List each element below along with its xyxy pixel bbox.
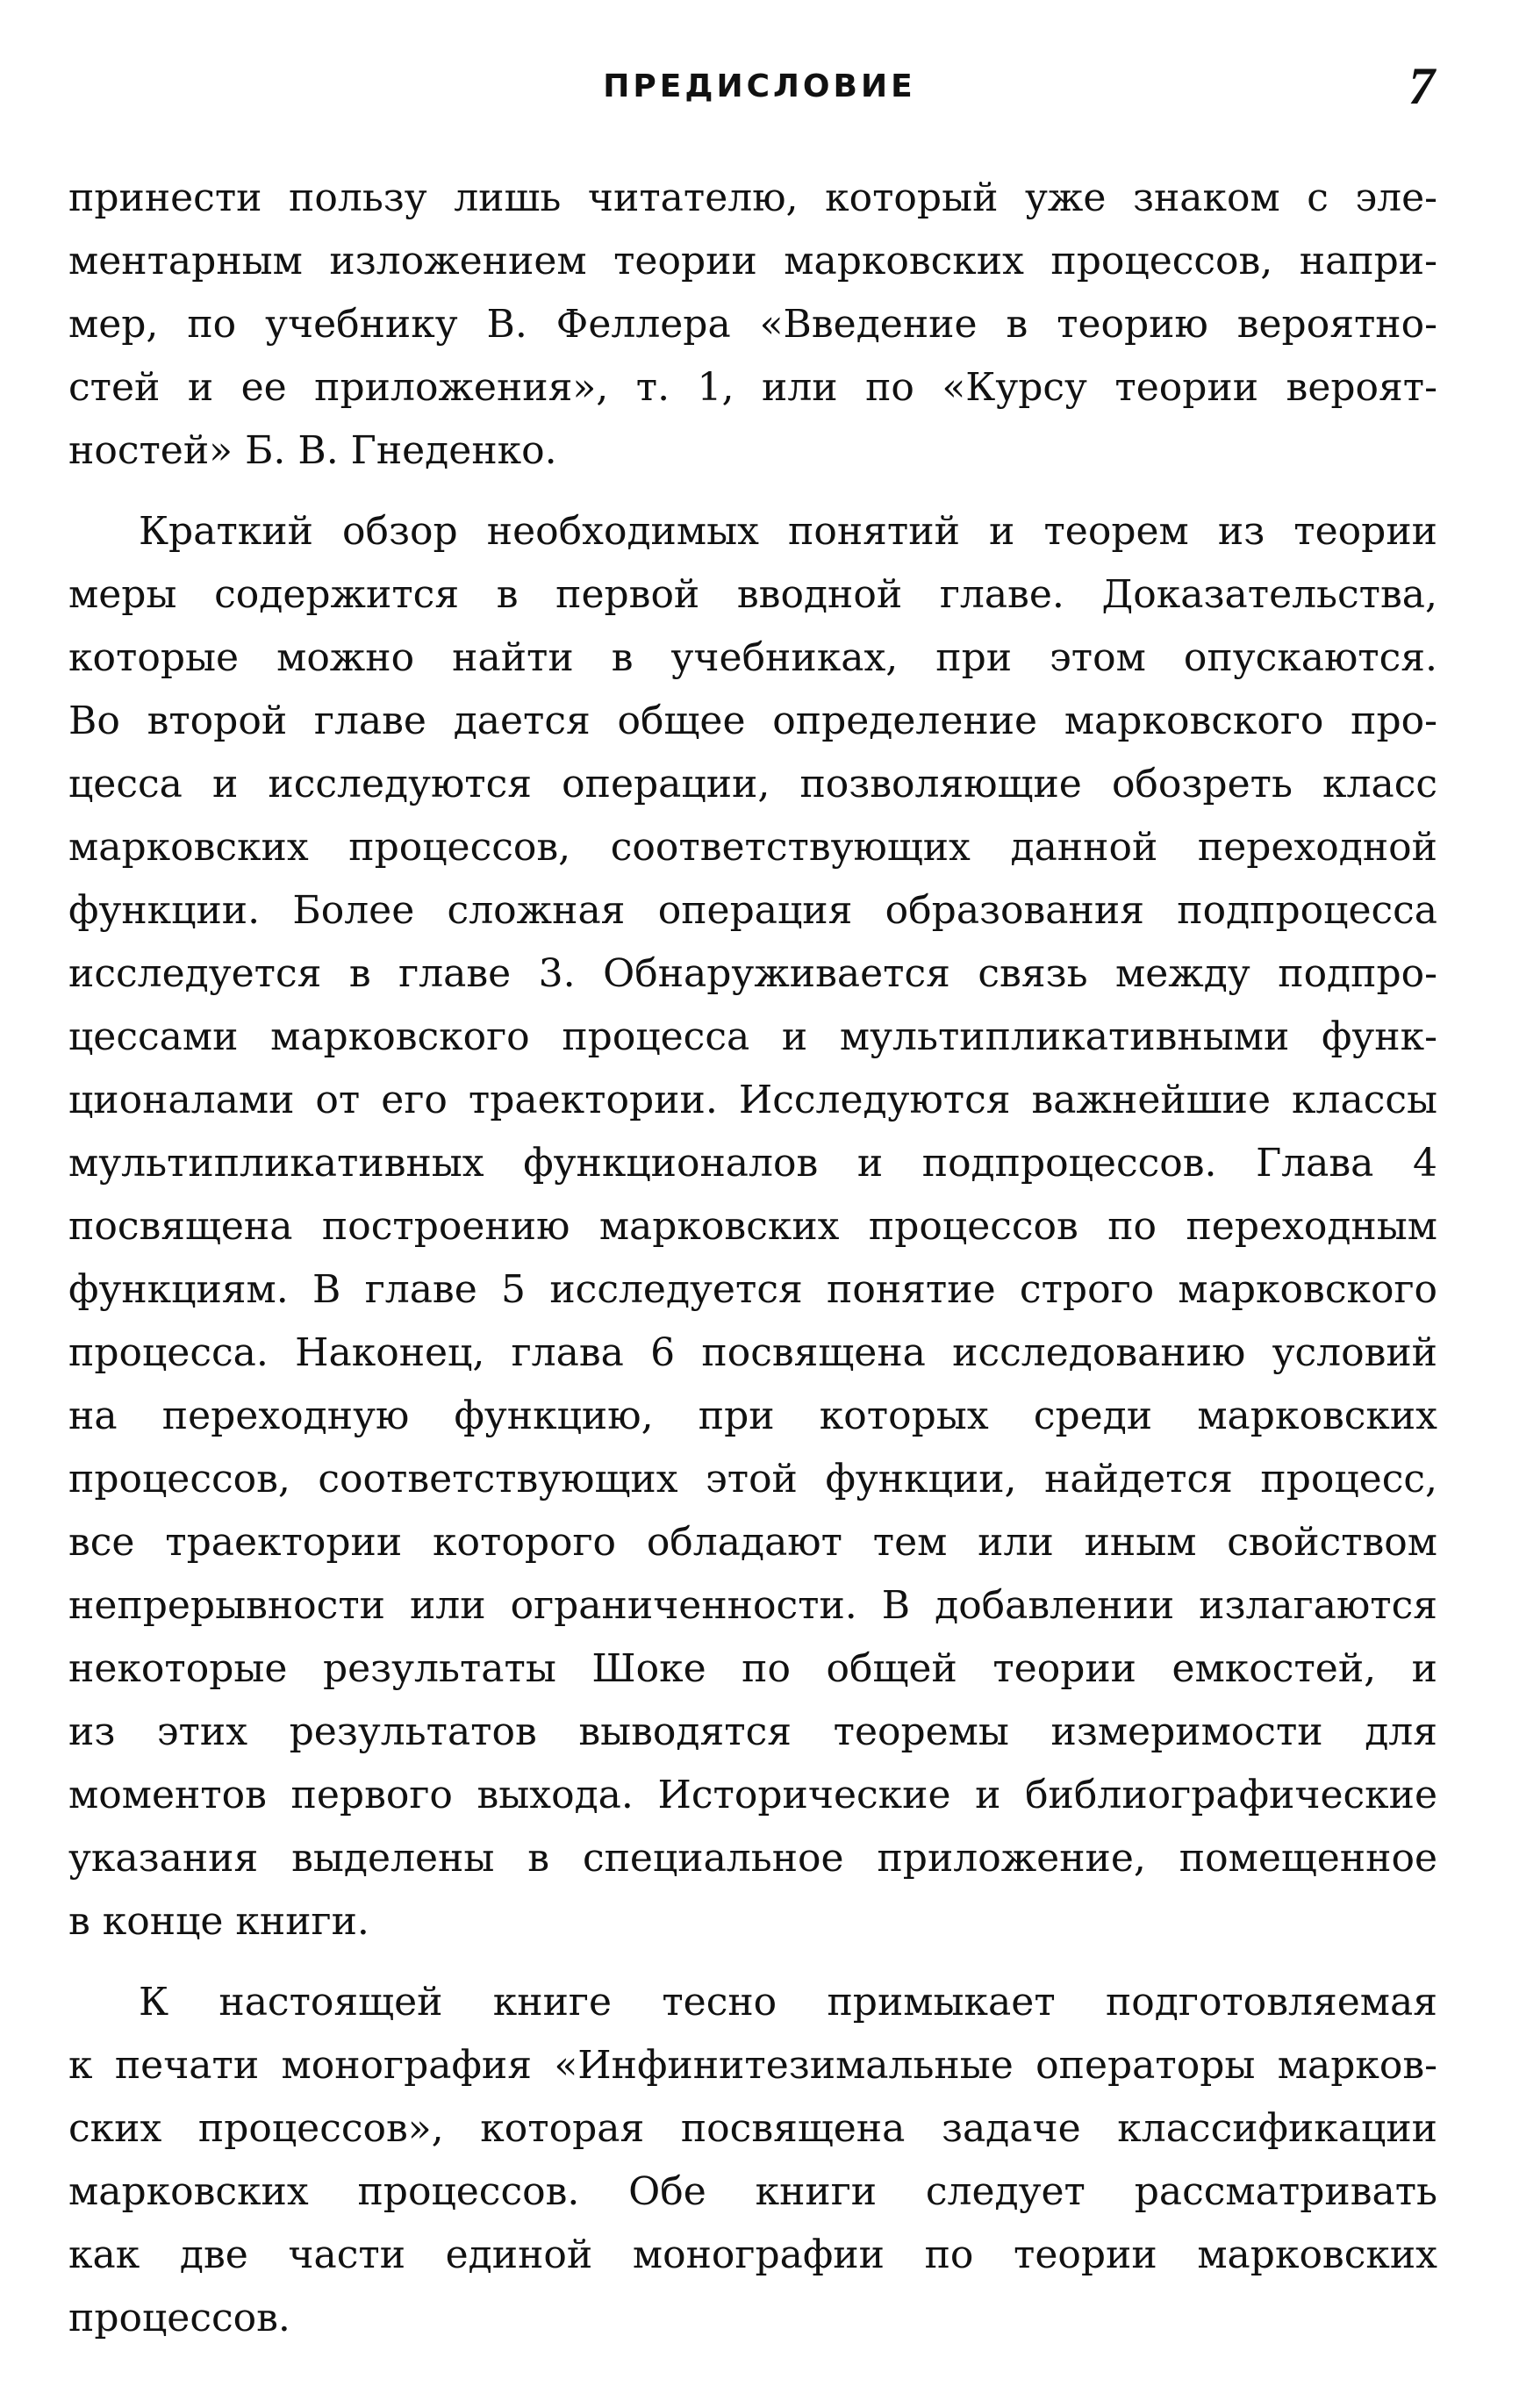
page-number: 7 — [1408, 57, 1435, 115]
text-line: на переходную функцию, при которых среди марковских — [68, 1394, 1437, 1438]
text-line: функциям. В главе 5 исследуется понятие строго марковского — [68, 1267, 1437, 1312]
text-line: цесса и исследуются операции, позволяющие обозреть класс — [68, 762, 1437, 806]
text-line: принести пользу лишь читателю, который уже знаком с эле- — [68, 176, 1437, 220]
text-line: марковских процессов. Обе книги следует рассматривать — [68, 2169, 1437, 2214]
text-line: которые можно найти в учебниках, при этом опускаются. — [68, 635, 1437, 680]
paragraph-1 — [68, 167, 1437, 483]
text-line: Во второй главе дается общее определение марковского про- — [68, 699, 1437, 743]
text-line: моментов первого выхода. Исторические и библиографические — [68, 1773, 1437, 1817]
text-line: процесса. Наконец, глава 6 посвящена исследованию условий — [68, 1330, 1437, 1375]
text-line: К настоящей книге тесно примыкает подготовляемая — [139, 1980, 1437, 2025]
text-line: ментарным изложением теории марковских процессов, напри- — [68, 239, 1437, 283]
text-line: функции. Более сложная операция образования подпроцесса — [68, 888, 1437, 933]
text-line: к печати монография «Инфинитезимальные операторы марков- — [68, 2043, 1437, 2088]
text-line: в конце книги. — [68, 1899, 369, 1944]
text-line: исследуется в главе 3. Обнаруживается связь между подпро- — [68, 951, 1437, 996]
paragraph-3 — [68, 1971, 1437, 2350]
text-line: указания выделены в специальное приложение, помещенное — [68, 1836, 1437, 1881]
text-line: из этих результатов выводятся теоремы измеримости для — [68, 1709, 1437, 1754]
text-line: посвящена построению марковских процессов по переходным — [68, 1204, 1437, 1249]
running-head: ПРЕДИСЛОВИЕ — [603, 68, 916, 104]
text-line: мер, по учебнику В. Феллера «Введение в теорию вероятно- — [68, 302, 1437, 347]
text-line: стей и ее приложения», т. 1, или по «Курсу теории вероят- — [68, 365, 1437, 410]
text-line: процессов, соответствующих этой функции, найдется процесс, — [68, 1457, 1437, 1501]
text-line: мультипликативных функционалов и подпроцессов. Глава 4 — [68, 1141, 1437, 1186]
body-text — [68, 167, 1437, 2368]
text-line: марковских процессов, соответствующих данной переходной — [68, 825, 1437, 870]
text-line: Краткий обзор необходимых понятий и теорем из теории — [139, 509, 1437, 554]
text-line: ских процессов», которая посвящена задаче классификации — [68, 2106, 1437, 2151]
text-line: ционалами от его траектории. Исследуются важнейшие классы — [68, 1078, 1437, 1122]
text-line: ностей» Б. В. Гнеденко. — [68, 428, 557, 473]
text-line: все траектории которого обладают тем или иным свойством — [68, 1520, 1437, 1565]
text-line: процессов. — [68, 2296, 290, 2340]
paragraph-2 — [68, 500, 1437, 1953]
text-line: непрерывности или ограниченности. В добавлении излагаются — [68, 1583, 1437, 1628]
text-line: как две части единой монографии по теории марковских — [68, 2232, 1437, 2277]
text-line: некоторые результаты Шоке по общей теории емкостей, и — [68, 1646, 1437, 1691]
text-line: меры содержится в первой вводной главе. Доказательства, — [68, 572, 1437, 617]
text-line: цессами марковского процесса и мультипликативными функ- — [68, 1014, 1437, 1059]
